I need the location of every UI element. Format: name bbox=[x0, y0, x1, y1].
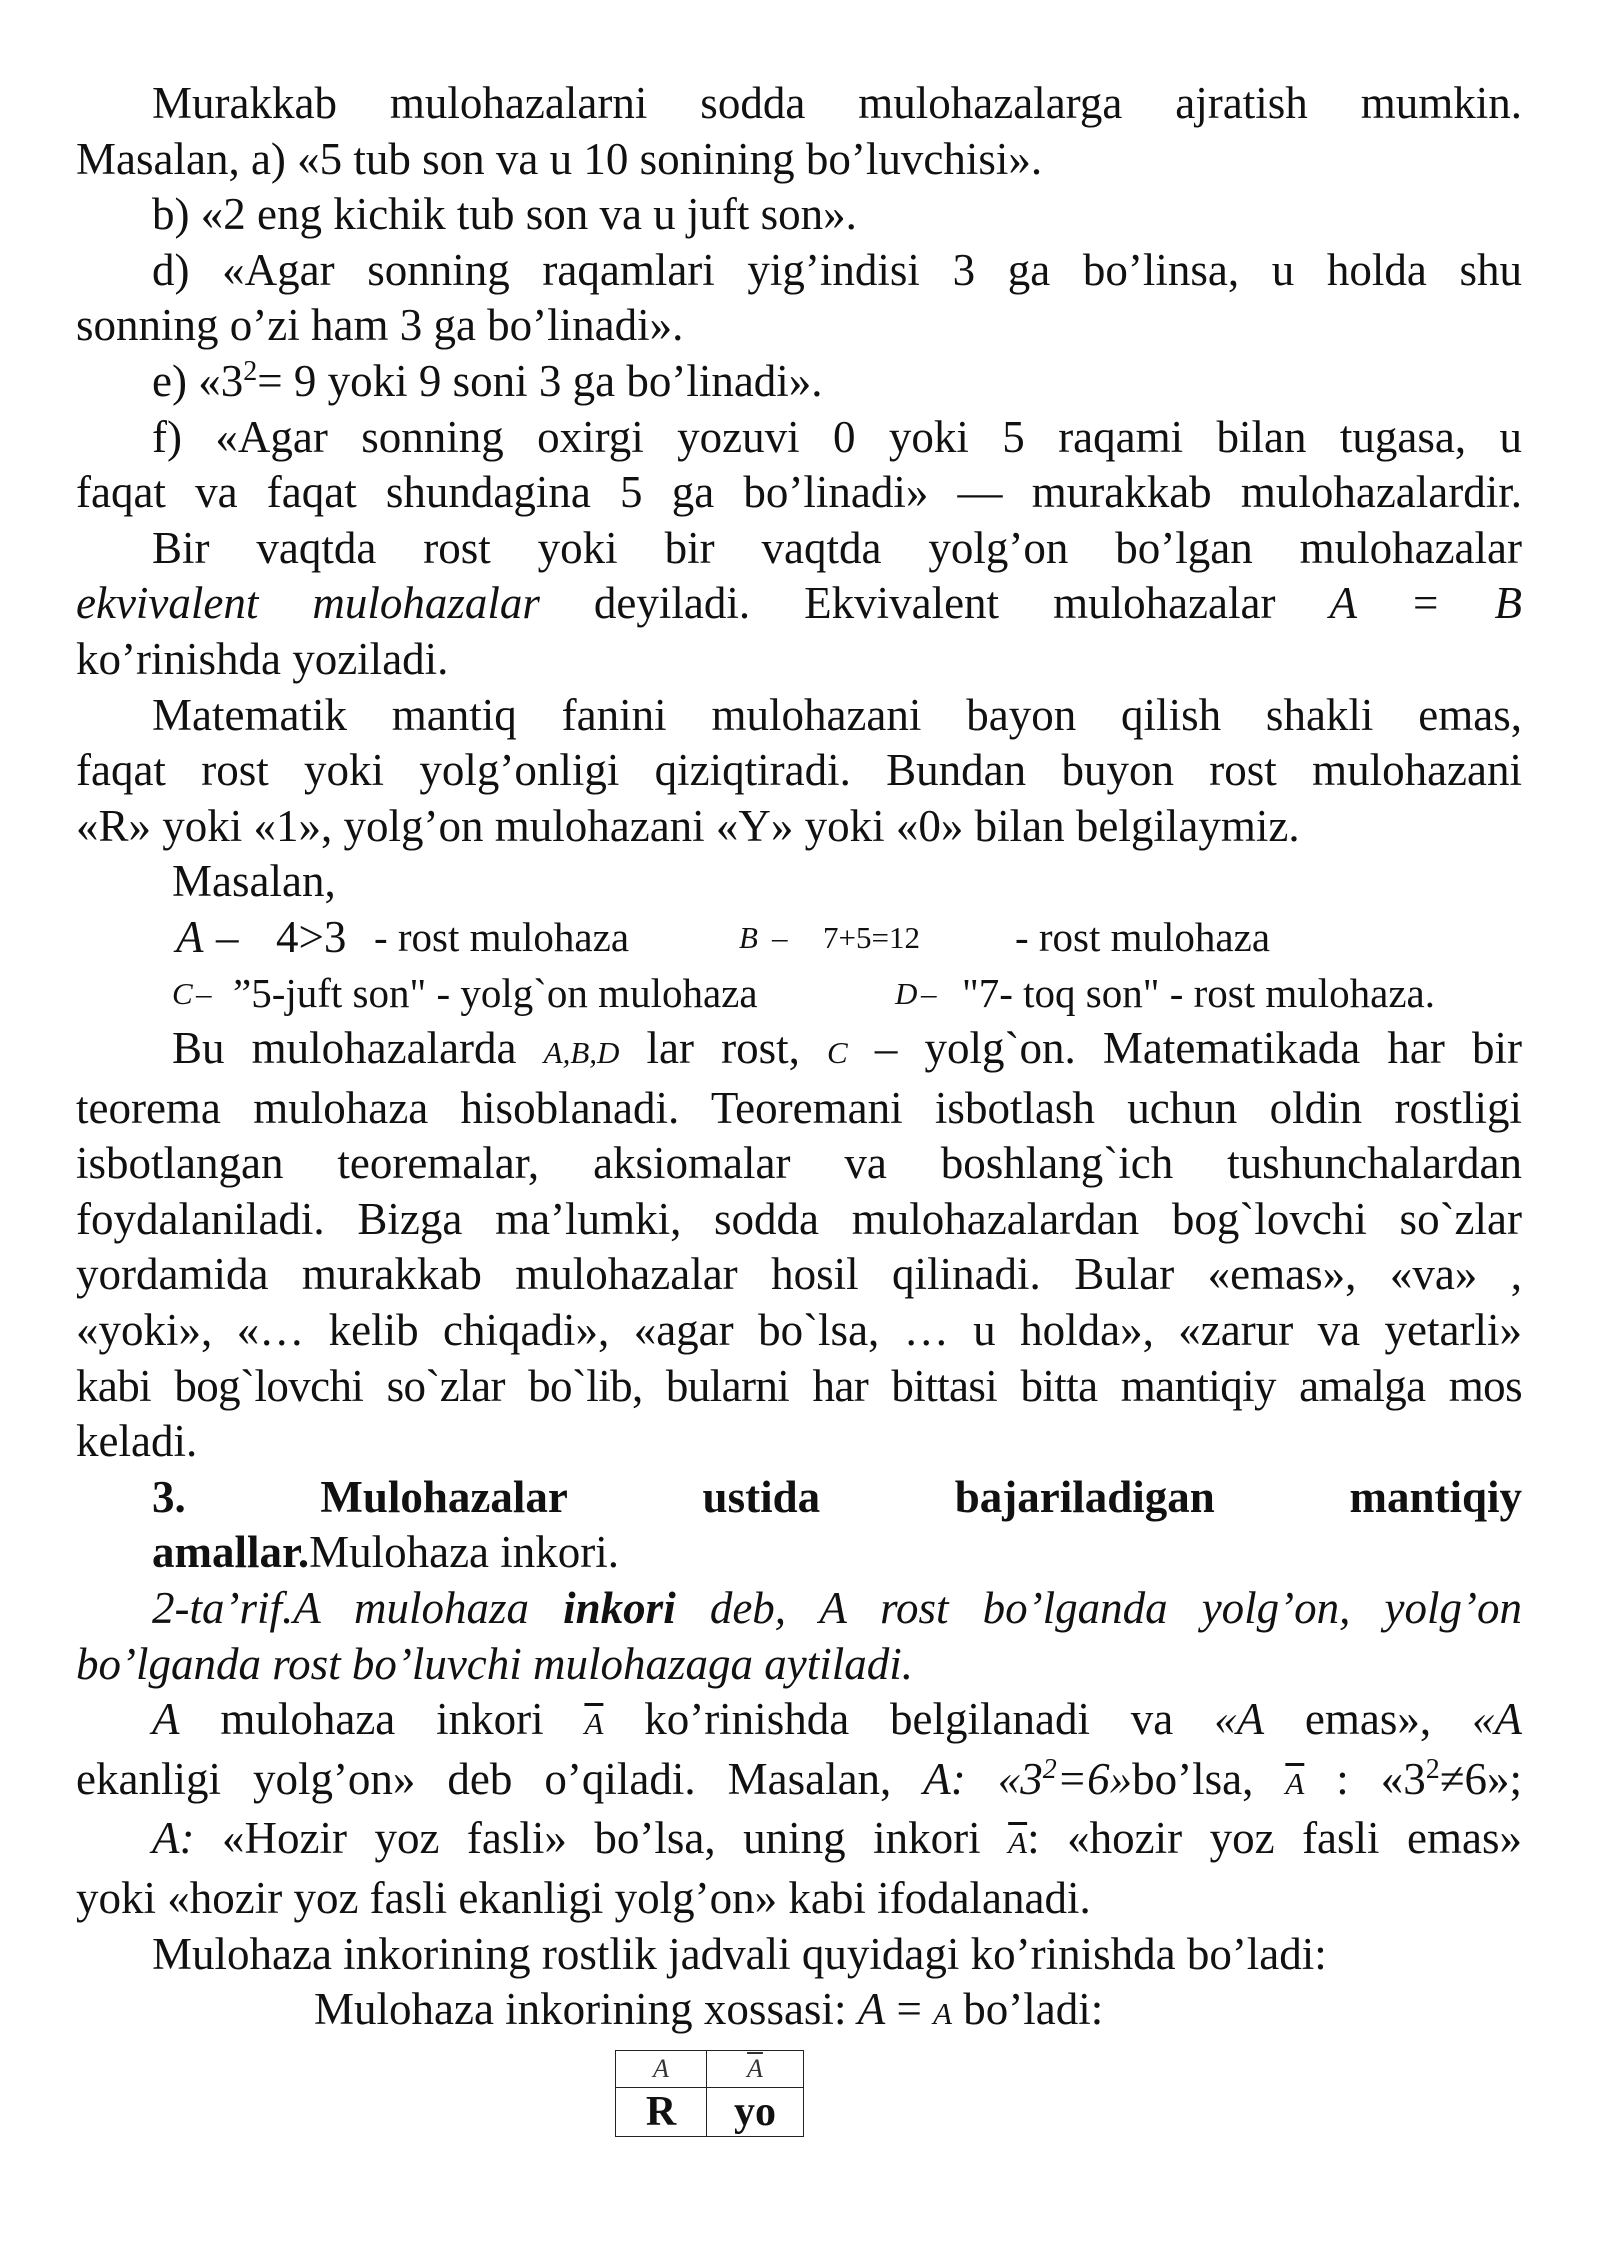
negation-symbol: $\overline{A}$ bbox=[584, 1706, 604, 1742]
definition-line-1: 2-ta’rif.A mulohaza inkori deb, A rost bo’lganda yolg’on, yolg’on bbox=[152, 1583, 1522, 1634]
paragraph-6-line-2: ekvivalent mulohazalar deyiladi. Ekvivalent mulohazalar A = B bbox=[76, 578, 1523, 629]
true-vars: A,B,D bbox=[543, 1035, 620, 1071]
paragraph-11-line-2: yoki «hozir yoz fasli ekanligi yolg’on» kabi ifodalanadi. bbox=[76, 1873, 1091, 1923]
example-b-var: B bbox=[739, 919, 758, 955]
paragraph-9-line-4: foydalaniladi. Bizga ma’lumki, sodda mulohazalardan bog`lovchi so`zlar bbox=[76, 1193, 1522, 1244]
paragraph-7-line-1: Matematik mantiq fanini mulohazani bayon qilish shakli emas, bbox=[152, 689, 1522, 740]
example-c-text: ”5-juft son" - yolg`on mulohaza bbox=[233, 969, 758, 1016]
negation-symbol: $\overline{A}$ bbox=[1008, 1825, 1028, 1861]
paragraph-7-line-3: «R» yoki «1», yolg’on mulohazani «Y» yoki «0» bilan belgilaymiz. bbox=[76, 800, 1300, 851]
section-heading-line-2: amallar.Mulohaza inkori. bbox=[152, 1527, 620, 1578]
example-a-var: A bbox=[176, 911, 204, 962]
example-d-text: "7- toq son" - rost mulohaza. bbox=[962, 969, 1436, 1016]
example-a-expr: 4>3 bbox=[276, 911, 347, 962]
example-c-var: C bbox=[172, 975, 193, 1011]
section-heading-line-1: 3. Mulohazalar ustida bajariladigan mantiqiy bbox=[152, 1471, 1522, 1522]
truth-table-cell: yo bbox=[707, 2087, 804, 2136]
false-var: C bbox=[827, 1035, 848, 1071]
negation-symbol: $\overline{A}$ bbox=[1285, 1765, 1305, 1801]
example-row-1 bbox=[76, 910, 1522, 966]
paragraph-4: e) «$3^2= 9$ yoki 9 soni 3 ga bo’linadi». bbox=[152, 355, 823, 406]
paragraph-5-line-1: f) «Agar sonning oxirgi yozuvi 0 yoki 5 raqami bilan tugasa, u bbox=[152, 411, 1522, 462]
example-d-dash: – bbox=[921, 975, 937, 1011]
paragraph-9-line-3: isbotlangan teoremalar, aksiomalar va boshlang`ich tushunchalardan bbox=[76, 1138, 1522, 1189]
truth-table-cell: R bbox=[616, 2087, 707, 2136]
truth-table-header-row bbox=[616, 2050, 804, 2087]
paragraph-7-line-2: faqat rost yoki yolg’onligi qiziqtiradi. Bundan buyon rost mulohazani bbox=[76, 745, 1522, 796]
equivalence-formula: A = B bbox=[1329, 578, 1523, 629]
paragraph-9-line-8: keladi. bbox=[76, 1416, 198, 1467]
double-negation-symbol: A bbox=[933, 1996, 953, 2032]
paragraph-9-line-2: teorema mulohaza hisoblanadi. Teoremani isbotlash uchun oldin rostligi bbox=[76, 1082, 1522, 1133]
paragraph-9-line-5: yordamida murakkab mulohazalar hosil qilinadi. Bular «emas», «va» , bbox=[76, 1249, 1522, 1300]
paragraph-1-line-1: Murakkab mulohazalarni sodda mulohazalarga ajratish mumkin. bbox=[152, 78, 1522, 128]
paragraph-10-line-1: A mulohaza inkori $\overline{A}$ ko’rinishda belgilanadi va «A emas», «A bbox=[152, 1694, 1522, 1745]
term-negation: inkori bbox=[563, 1583, 676, 1634]
paragraph-6-line-1: Bir vaqtda rost yoki bir vaqtda yolg’on bo’lgan mulohazalar bbox=[152, 522, 1522, 573]
example-b-expr: 7+5=12 bbox=[823, 919, 920, 955]
example-b-dash: – bbox=[772, 919, 788, 955]
paragraph-5-line-2: faqat va faqat shundagina 5 ga bo’linadi» — murakkab mulohazalardir. bbox=[76, 467, 1522, 518]
paragraph-13: Mulohaza inkorining xossasi: A = A bo’ladi: bbox=[314, 1984, 1104, 2035]
example-row-2 bbox=[76, 966, 1522, 1022]
paragraph-9-line-6: «yoki», «… kelib chiqadi», «agar bo`lsa, … u holda», «zarur va yetarli» bbox=[76, 1305, 1522, 1356]
example-b-label: - rost mulohaza bbox=[1015, 913, 1271, 960]
truth-table-header: A bbox=[616, 2050, 707, 2087]
paragraph-3-line-1: d) «Agar sonning raqamlari yig’indisi 3 ga bo’linsa, u holda shu bbox=[152, 244, 1522, 295]
paragraph-8: Masalan, bbox=[172, 856, 336, 907]
paragraph-3-line-2: sonning o’zi ham 3 ga bo’linadi». bbox=[76, 300, 684, 351]
paragraph-6-line-3: ko’rinishda yoziladi. bbox=[76, 633, 449, 684]
truth-table-container bbox=[76, 2050, 1522, 2154]
paragraph-9-line-1: Bu mulohazalarda A,B,D lar rost, C – yolg`on. Matematikada har bir bbox=[172, 1023, 1522, 1074]
paragraph-9-line-7: kabi bog`lovchi so`zlar bo`lib, bularni har bittasi bitta mantiqiy amalga mos bbox=[76, 1360, 1522, 1411]
example-a-dash: – bbox=[216, 911, 239, 962]
definition-line-2: bo’lganda rost bo’luvchi mulohazaga aytiladi. bbox=[76, 1638, 914, 1689]
example-c-dash: – bbox=[196, 975, 212, 1011]
term-equivalent: ekvivalent mulohazalar bbox=[76, 578, 540, 629]
paragraph-11-line-1: A: «Hozir yoz fasli» bo’lsa, uning inkori $\overline{A}$: «hozir yoz fasli emas» bbox=[152, 1813, 1523, 1864]
truth-table-header: $\overline{A}$ bbox=[707, 2050, 804, 2087]
example-d-var: D bbox=[895, 975, 918, 1011]
paragraph-10-line-2: ekanligi yolg’on» deb o’qiladi. Masalan, A: «$3^2=6»bo’lsa$, $\overline{A}$ : «$3^2\ne 6$»; bbox=[76, 1753, 1522, 1804]
paragraph-2: b) «2 eng kichik tub son va u juft son». bbox=[152, 189, 857, 240]
truth-table bbox=[615, 2050, 804, 2137]
document-page bbox=[76, 76, 1522, 2154]
example-a-label: - rost mulohaza bbox=[374, 913, 630, 960]
paragraph-12: Mulohaza inkorining rostlik jadvali quyidagi ko’rinishda bo’ladi: bbox=[152, 1928, 1327, 1979]
truth-table-row bbox=[616, 2087, 804, 2136]
paragraph-1-line-2: Masalan, a) «5 tub son va u 10 sonining bo’luvchisi». bbox=[76, 133, 1043, 184]
